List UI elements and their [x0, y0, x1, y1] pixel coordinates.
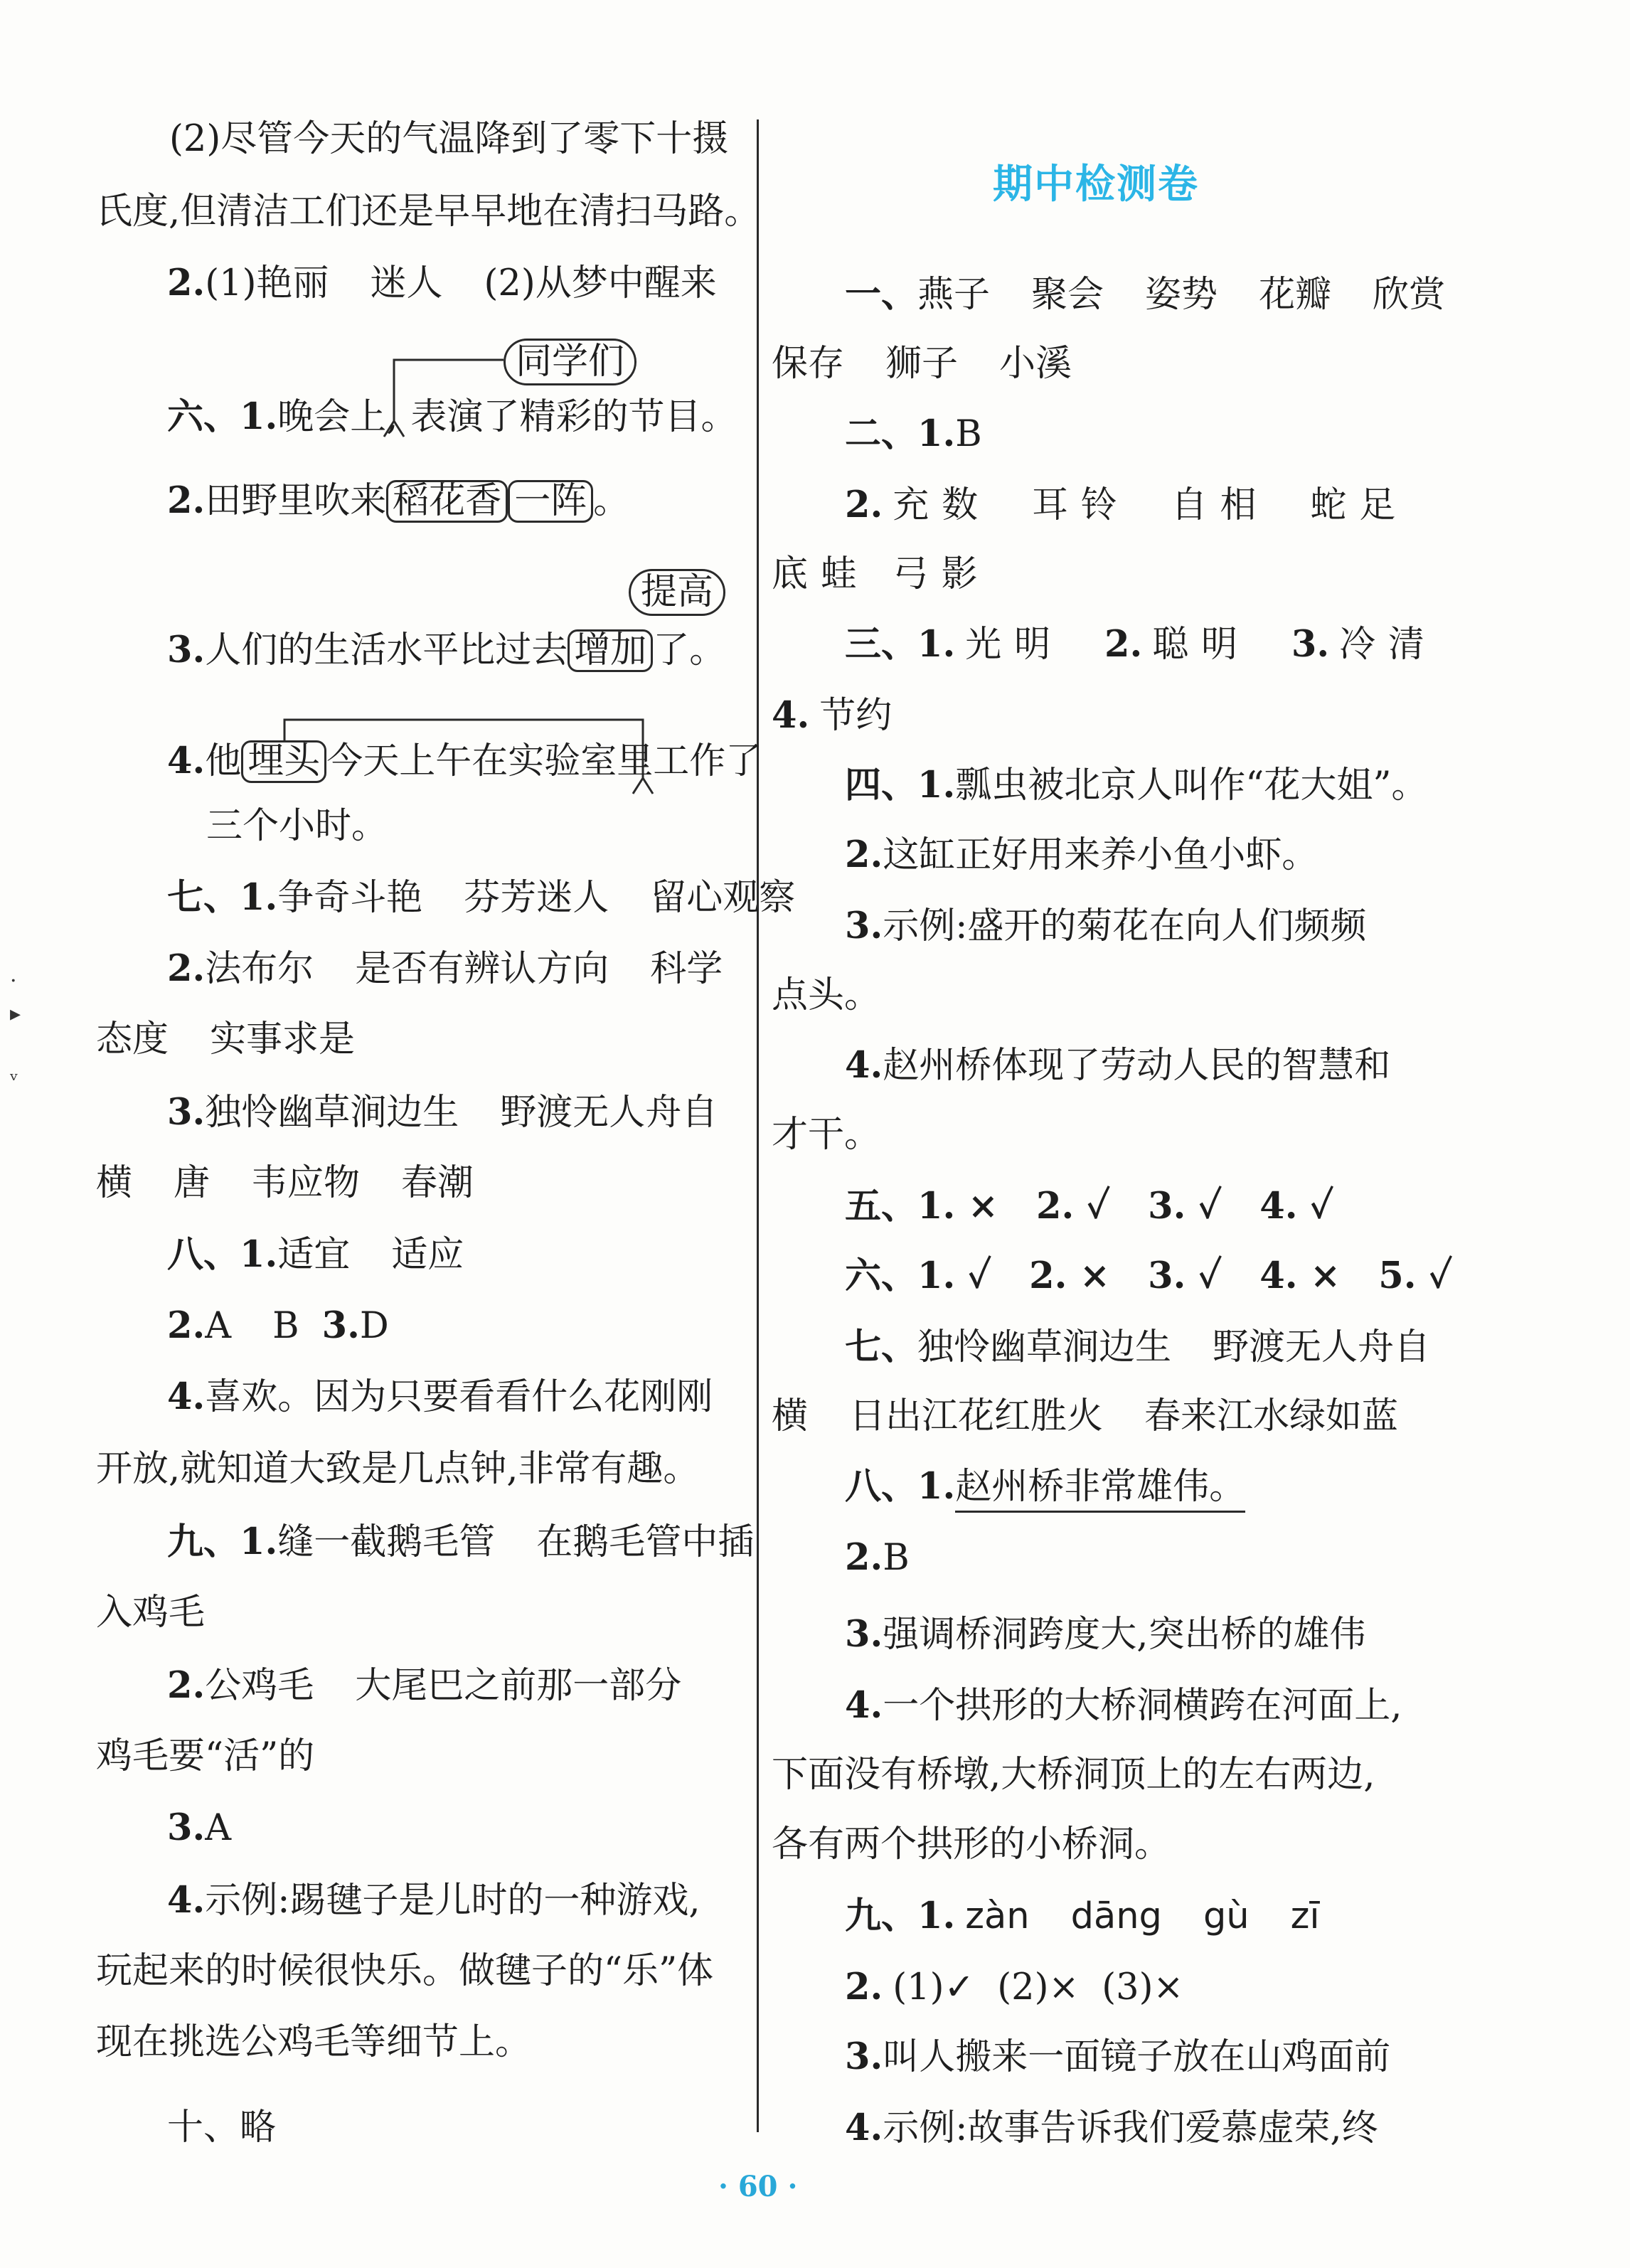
edge-mark: ᵥ [10, 1061, 18, 1086]
left-line-16: 4.喜欢。因为只要看看什么花刚刚 [167, 1375, 713, 1418]
right-line-22: 下面没有桥墩,大桥洞顶上的左右两边, [772, 1754, 1375, 1796]
left-line-23: 4.示例:踢毽子是儿时的一种游戏, [167, 1879, 701, 1922]
left-line-15: 2.A B 3.D [167, 1304, 389, 1347]
left-line-8: 三个小时。 [206, 805, 388, 847]
left-line-6: 3.人们的生活水平比过去 增加 了。 [167, 629, 726, 671]
left-line-25: 现在挑选公鸡毛等细节上。 [96, 2021, 532, 2063]
right-line-23: 各有两个拱形的小桥洞。 [772, 1824, 1171, 1865]
boxed-word-daohuaxiang: 稻花香 [386, 480, 508, 523]
underlined-sentence: 赵州桥非常雄伟。 [955, 1466, 1245, 1513]
right-line-2: 保存 狮子 小溪 [772, 343, 1072, 385]
left-line-12: 3.独怜幽草涧边生 野渡无人舟自 [167, 1091, 718, 1134]
right-line-8: 四、1.瓢虫被北京人叫作“花大姐”。 [845, 764, 1428, 806]
correction-oval-tigao: 提高 [629, 569, 725, 616]
pinyin-dang: dāng [1070, 1895, 1162, 1937]
left-line-19: 入鸡毛 [96, 1592, 206, 1634]
left-line-7: 4.他 埋头 今天上午在实验室里工作了 [167, 740, 762, 782]
right-line-9: 2.这缸正好用来养小鱼小虾。 [845, 834, 1319, 876]
pinyin-zan: zàn [965, 1895, 1030, 1937]
left-line-2: 氏度,但清洁工们还是早早地在清扫马路。 [96, 191, 761, 233]
left-line-1: (2)尽管今天的气温降到了零下十摄 [169, 118, 729, 160]
right-line-10: 3.示例:盛开的菊花在向人们频频 [845, 905, 1367, 947]
right-line-26: 3.叫人搬来一面镜子放在山鸡面前 [845, 2035, 1391, 2078]
right-line-18: 八、1.赵州桥非常雄伟。 [845, 1465, 1245, 1508]
left-line-13: 横 唐 韦应物 春潮 [96, 1162, 474, 1204]
right-line-5: 底蛙 弓影 [772, 553, 991, 595]
right-line-19: 2.B [845, 1536, 910, 1579]
right-line-21: 4.一个拱形的大桥洞横跨在河面上, [845, 1684, 1402, 1727]
right-line-24: 九、1. zàn dāng gù zī [845, 1895, 1320, 1937]
column-divider [757, 119, 759, 2132]
left-line-14: 八、1.适宜 适应 [167, 1233, 464, 1276]
boxed-word-maitou: 埋头 [241, 740, 326, 783]
right-line-27: 4.示例:故事告诉我们爱慕虚荣,终 [845, 2107, 1378, 2149]
right-line-20: 3.强调桥洞跨度大,突出桥的雄伟 [845, 1613, 1366, 1656]
left-line-5: 2.田野里吹来 稻花香 一阵 。 [167, 479, 630, 522]
left-line-17: 开放,就知道大致是几点钟,非常有趣。 [96, 1448, 700, 1490]
section-title: 期中检测卷 [993, 161, 1199, 208]
right-line-6: 三、1. 光明 2. 聪明 3. 冷清 [845, 623, 1437, 666]
left-line-26: 十、略 [167, 2107, 277, 2149]
right-line-3: 二、1.B [845, 412, 982, 455]
right-line-25: 2. (1)✓ (2)× (3)× [845, 1966, 1184, 2008]
edge-mark: · [10, 969, 17, 994]
boxed-word-yizhen: 一阵 [508, 480, 593, 523]
left-line-4: 六、1.晚会上, 表演了精彩的节目。 [167, 395, 737, 438]
left-line-18: 九、1.缝一截鹅毛管 在鹅毛管中插 [167, 1521, 755, 1563]
left-line-10: 2.法布尔 是否有辨认方向 科学 [167, 947, 723, 990]
edge-mark: ▸ [10, 1001, 21, 1026]
right-line-4: 2. 充数 耳铃 自相 蛇足 [845, 484, 1409, 526]
left-line-22: 3.A [167, 1806, 232, 1849]
left-line-3: 2.(1)艳丽 迷人 (2)从梦中醒来 [167, 262, 717, 304]
left-line-9: 七、1.争奇斗艳 芬芳迷人 留心观察 [167, 876, 796, 919]
right-line-15: 六、1. ✓ 2. × 3. ✓ 4. × 5. ✓ [845, 1255, 1453, 1297]
page-number: · 60 · [718, 2170, 798, 2203]
right-line-7: 4. 节约 [772, 694, 893, 737]
correction-oval-tongxuemen: 同学们 [504, 339, 636, 385]
left-line-24: 玩起来的时候很快乐。做毽子的“乐”体 [96, 1950, 714, 1992]
right-line-11: 点头。 [772, 974, 881, 1016]
pinyin-gu: gù [1203, 1895, 1250, 1937]
right-line-13: 才干。 [772, 1114, 881, 1156]
pinyin-zi: zī [1290, 1895, 1320, 1937]
right-line-12: 4.赵州桥体现了劳动人民的智慧和 [845, 1044, 1391, 1087]
left-line-20: 2.公鸡毛 大尾巴之前那一部分 [167, 1664, 682, 1707]
left-line-11: 态度 实事求是 [96, 1018, 356, 1060]
right-line-16: 七、独怜幽草涧边生 野渡无人舟自 [845, 1326, 1431, 1368]
boxed-word-zengjia: 增加 [568, 629, 653, 672]
right-line-14: 五、1. × 2. ✓ 3. ✓ 4. ✓ [845, 1185, 1334, 1228]
left-line-21: 鸡毛要“活”的 [96, 1735, 315, 1777]
right-line-17: 横 日出江花红胜火 春来江水绿如蓝 [772, 1395, 1399, 1437]
right-line-1: 一、燕子 聚会 姿势 花瓣 欣赏 [845, 273, 1446, 316]
